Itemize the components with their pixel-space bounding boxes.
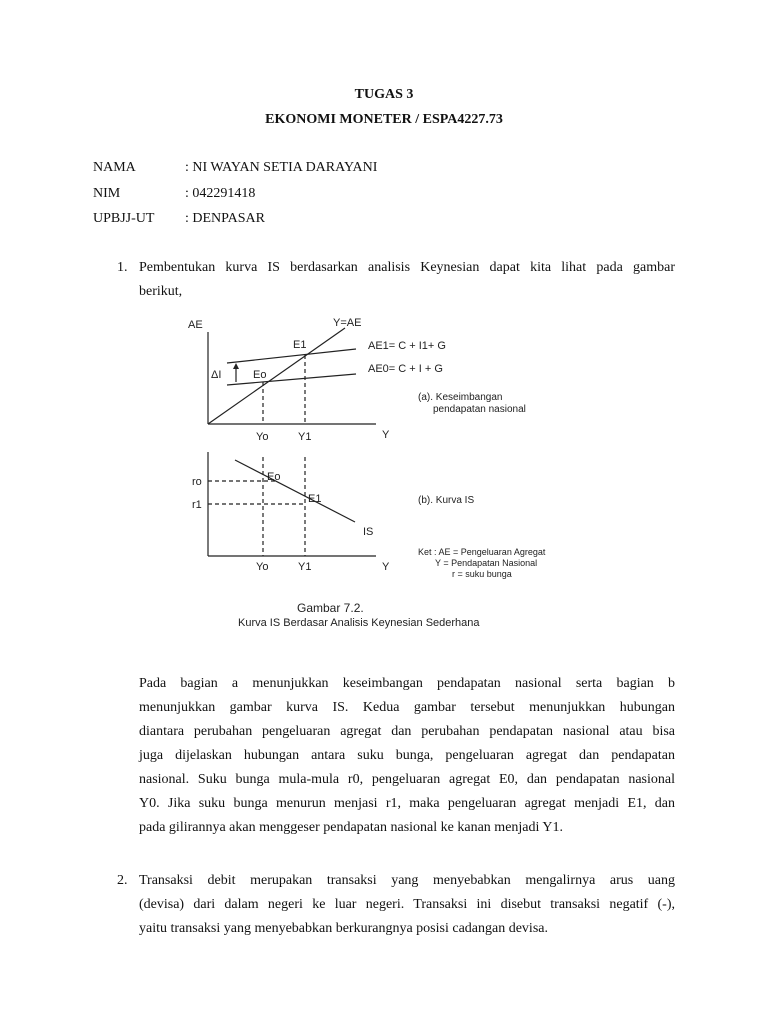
question-number-2: 2. xyxy=(117,873,128,888)
info-label: NAMA xyxy=(93,160,136,175)
info-label: UPBJJ-UT xyxy=(93,211,155,226)
body-line: Pada bagian a menunjukkan keseimbangan pendapatan nasional serta bagian b xyxy=(139,676,675,691)
line-45 xyxy=(208,328,345,424)
ket-line2: Y = Pendapatan Nasional xyxy=(435,558,538,568)
label-y-ae: Y=AE xyxy=(333,317,362,329)
label-y-axis-top: Y xyxy=(382,429,390,441)
info-value: : 042291418 xyxy=(185,186,256,201)
intro-line: Pembentukan kurva IS berdasarkan analisis Keynesian dapat kita lihat pada gambar xyxy=(139,260,675,275)
ket-line1: Ket : AE = Pengeluaran Agregat xyxy=(418,547,546,557)
body-line: nasional. Suku bunga mula-mula r0, pengeluaran agregat E0, dan pendapatan nasional xyxy=(139,772,675,787)
question-1-body xyxy=(139,672,675,840)
body-line: yaitu transaksi yang menyebabkan berkurangnya posisi cadangan devisa. xyxy=(139,921,548,936)
figure-caption-line2: Kurva IS Berdasar Analisis Keynesian Sederhana xyxy=(238,617,480,629)
label-e0: Eo xyxy=(253,369,267,381)
label-y1-top: Y1 xyxy=(298,431,312,443)
label-r1: r1 xyxy=(192,499,202,511)
is-curve xyxy=(235,460,355,522)
label-r0: ro xyxy=(192,476,202,488)
intro-line: berikut, xyxy=(139,284,183,299)
caption-b: (b). Kurva IS xyxy=(418,495,475,506)
body-line: Transaksi debit merupakan transaksi yang menyebabkan mengalirnya arus uang xyxy=(139,873,675,888)
info-row-nama xyxy=(93,160,377,176)
question-1-intro xyxy=(139,256,675,304)
question-2-body xyxy=(139,869,675,941)
info-value: : DENPASAR xyxy=(185,211,266,226)
label-e0-bottom: Eo xyxy=(267,471,281,483)
figure-caption-line1: Gambar 7.2. xyxy=(297,601,364,615)
info-row-nim xyxy=(93,186,255,202)
page-subtitle: EKONOMI MONETER / ESPA4227.73 xyxy=(265,112,503,127)
ket-line3: r = suku bunga xyxy=(452,569,512,579)
label-ae-axis: AE xyxy=(188,319,203,331)
is-curve-figure xyxy=(180,312,560,634)
label-delta-i: ΔI xyxy=(211,369,222,381)
body-line: Y0. Jika suku bunga menurun menjasi r1, maka pengeluaran agregat menjadi E1, dan xyxy=(139,796,675,811)
body-line: (devisa) dari dalam negeri ke luar negeri. Transaksi ini disebut transaksi negatif (-), xyxy=(139,897,675,912)
label-is: IS xyxy=(363,526,374,538)
info-value: : NI WAYAN SETIA DARAYANI xyxy=(185,160,378,175)
label-ae0: AE0= C + I + G xyxy=(368,363,443,375)
page-title: TUGAS 3 xyxy=(354,87,414,102)
ae1-line xyxy=(227,349,356,363)
body-line: diantara perubahan pengeluaran agregat dan perubahan pendapatan nasional atau bisa xyxy=(139,724,675,739)
info-label: NIM xyxy=(93,186,121,201)
caption-a-line2: pendapatan nasional xyxy=(433,404,526,415)
body-line: menunjukkan gambar kurva IS. Kedua gambar tersebut menunjukkan hubungan xyxy=(139,700,675,715)
label-e1-bottom: E1 xyxy=(308,493,322,505)
question-number-1: 1. xyxy=(117,260,128,275)
label-y0-top: Yo xyxy=(256,431,269,443)
caption-a-line1: (a). Keseimbangan xyxy=(418,392,503,403)
info-row-upbjj xyxy=(93,211,265,227)
delta-arrowhead xyxy=(233,363,239,369)
ae0-line xyxy=(227,374,356,385)
label-ae1: AE1= C + I1+ G xyxy=(368,340,446,352)
label-e1: E1 xyxy=(293,339,307,351)
label-y1-bottom: Y1 xyxy=(298,561,312,573)
label-y-axis-bottom: Y xyxy=(382,561,390,573)
body-line: juga dijelaskan hubungan antara suku bunga, pengeluaran agregat dan pendapatan xyxy=(139,748,675,763)
body-line: pada gilirannya akan menggeser pendapatan nasional ke kanan menjadi Y1. xyxy=(139,820,563,835)
label-y0-bottom: Yo xyxy=(256,561,269,573)
